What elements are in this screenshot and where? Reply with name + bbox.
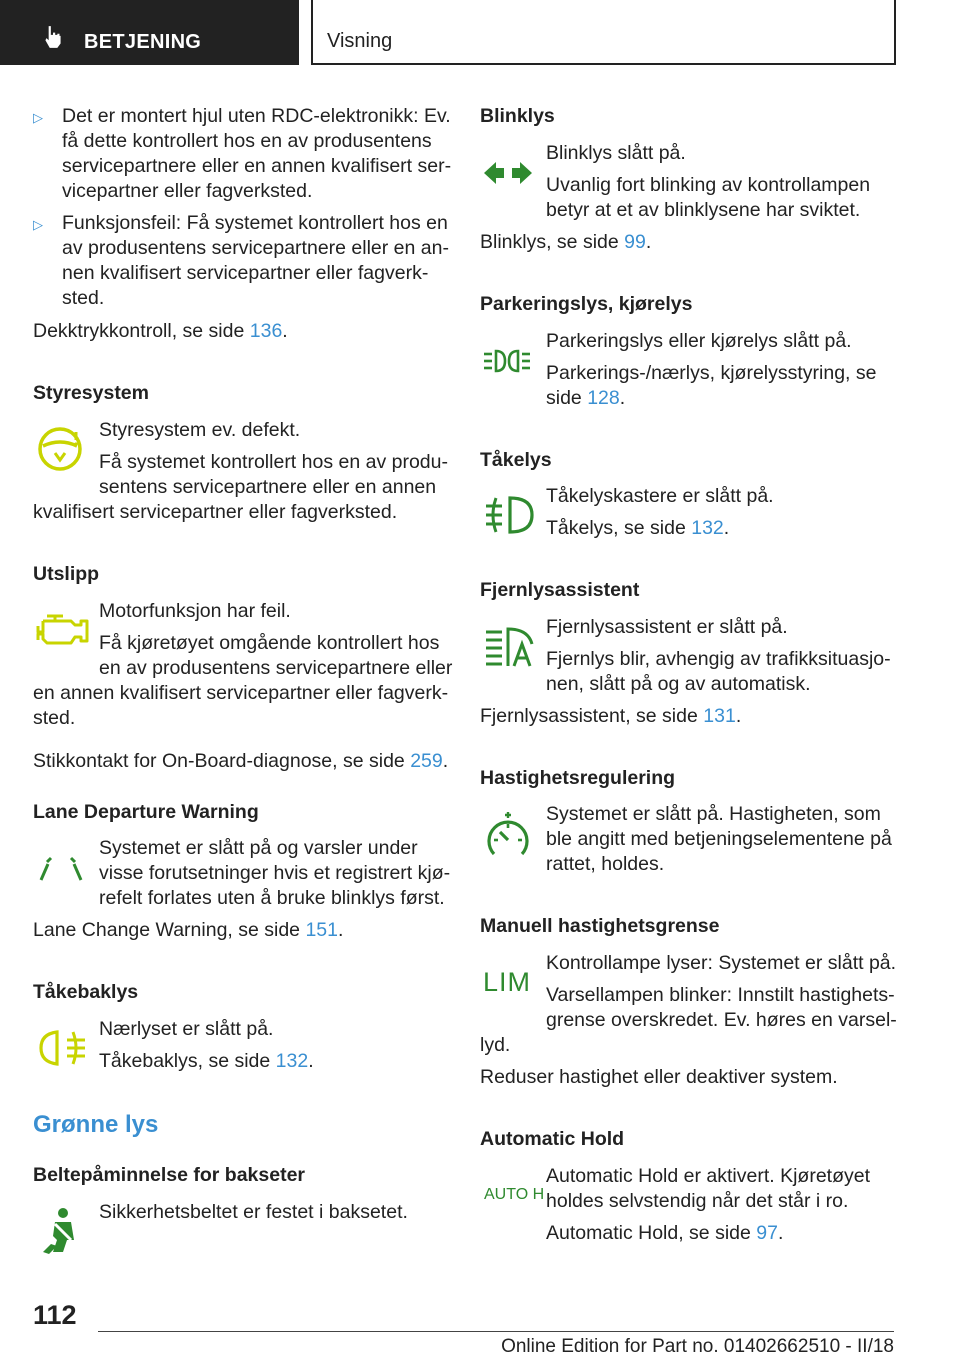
bullet-triangle-icon: ▷	[33, 110, 43, 125]
emission-line-5: sted.	[33, 707, 76, 729]
bullet-2-line-4: sted.	[62, 287, 105, 309]
section-title: BETJENING	[84, 31, 202, 53]
page-link[interactable]: 128	[587, 387, 620, 409]
steering-line-4: kvalifisert servicepartner eller fagverksted.	[33, 501, 398, 523]
page-link[interactable]: 97	[756, 1222, 778, 1244]
bullet-1-line-4: vicepartner eller fagverksted.	[62, 180, 313, 202]
subsection-tab	[311, 0, 896, 65]
hba-reference: Fjernlysassistent, se side 131.	[480, 705, 742, 727]
belt-text: Sikkerhetsbeltet er festet i baksetet.	[99, 1201, 408, 1223]
engine-warning-icon	[35, 612, 91, 648]
ldw-line-2: visse forutsetninger hvis et registrert kjø-	[99, 862, 451, 884]
bullet-2-line-3: nen kvalifisert servicepartner eller fagverk-	[62, 262, 429, 284]
emission-line-2: Få kjøretøyet omgående kontrollert hos	[99, 632, 440, 654]
section-tab	[0, 0, 299, 65]
page-link[interactable]: 132	[275, 1050, 309, 1072]
page-link[interactable]: 259	[410, 750, 443, 772]
steering-line-2: Få systemet kontrollert hos en av produ-	[99, 451, 448, 473]
hand-pointer-icon	[40, 24, 66, 50]
cruise-control-icon	[484, 810, 532, 862]
cruise-line-2: ble angitt med betjeningselementene på	[546, 828, 892, 850]
limit-heading: Manuell hastighetsgrense	[480, 915, 720, 937]
obd-reference: Stikkontakt for On-Board-diagnose, se side 259.	[33, 750, 449, 772]
hba-line-3: nen, slått på og av automatisk.	[546, 673, 811, 695]
rear-fog-line-2: Tåkebaklys, se side 132.	[99, 1050, 314, 1072]
limit-line-2: Varsellampen blinker: Innstilt hastighets-	[546, 984, 895, 1006]
parking-line-2: Parkerings-/nærlys, kjørelysstyring, se	[546, 362, 877, 384]
cruise-line-3: rattet, holdes.	[546, 853, 665, 875]
hba-line-1: Fjernlysassistent er slått på.	[546, 616, 788, 638]
ldw-line-3: refelt forlates uten å bruke blinklys først.	[99, 887, 445, 909]
page-link[interactable]: 136	[249, 320, 283, 342]
seatbelt-icon	[41, 1206, 81, 1256]
subsection-title: Visning	[327, 30, 393, 52]
cruise-heading: Hastighetsregulering	[480, 767, 676, 789]
limit-extra: Reduser hastighet eller deaktiver system.	[480, 1066, 838, 1088]
front-fog-line-1: Tåkelyskastere er slått på.	[546, 485, 774, 507]
tpms-reference: Dekktrykkontroll, se side 136.	[33, 320, 288, 342]
hba-heading: Fjernlysassistent	[480, 579, 640, 601]
ldw-line-1: Systemet er slått på og varsler under	[99, 837, 418, 859]
rear-fog-line-1: Nærlyset er slått på.	[99, 1018, 274, 1040]
parking-line-1: Parkeringslys eller kjørelys slått på.	[546, 330, 852, 352]
blink-line-1: Blinklys slått på.	[546, 142, 686, 164]
rear-fog-heading: Tåkebaklys	[33, 981, 139, 1003]
footer-divider	[98, 1331, 894, 1332]
blink-reference: Blinklys, se side 99.	[480, 231, 652, 253]
emission-line-4: en annen kvalifisert servicepartner eller fagverk-	[33, 682, 449, 704]
lcw-reference: Lane Change Warning, se side 151.	[33, 919, 344, 941]
footer-edition: Online Edition for Part no. 01402662510 - II/18	[501, 1336, 894, 1357]
bullet-1-line-3: servicepartnere eller en annen kvalifisert ser-	[62, 155, 452, 177]
hba-line-2: Fjernlys blir, avhengig av trafikksituasjo-	[546, 648, 891, 670]
auto-hold-icon: AUTO H	[484, 1186, 545, 1203]
parking-heading: Parkeringslys, kjørelys	[480, 293, 693, 315]
steering-line-3: sentens servicepartnere eller en annen	[99, 476, 437, 498]
parking-light-icon	[482, 348, 534, 374]
cruise-line-1: Systemet er slått på. Hastigheten, som	[546, 803, 881, 825]
limit-line-4: lyd.	[480, 1034, 511, 1056]
auto-hold-heading: Automatic Hold	[480, 1128, 625, 1150]
lane-departure-icon	[37, 856, 85, 884]
steering-warning-icon	[35, 426, 85, 472]
turn-signal-icon	[482, 158, 534, 188]
blink-line-2: Uvanlig fort blinking av kontrollampen	[546, 174, 871, 196]
emission-line-1: Motorfunksjon har feil.	[99, 600, 291, 622]
auto-hold-line-1: Automatic Hold er aktivert. Kjøretøyet	[546, 1165, 871, 1187]
limit-line-3: grense overskredet. Ev. høres en varsel-	[546, 1009, 897, 1031]
bullet-triangle-icon: ▷	[33, 217, 43, 232]
bullet-2-line-1: Funksjonsfeil: Få systemet kontrollert hos en	[62, 212, 448, 234]
limit-line-1: Kontrollampe lyser: Systemet er slått på.	[546, 952, 897, 974]
page-number: 112	[33, 1300, 77, 1330]
emission-line-3: en av produsentens servicepartnere eller	[99, 657, 453, 679]
steering-heading: Styresystem	[33, 382, 149, 404]
auto-hold-line-3: Automatic Hold, se side 97.	[546, 1222, 784, 1244]
front-fog-line-2: Tåkelys, se side 132.	[546, 517, 730, 539]
front-fog-light-icon	[484, 494, 536, 538]
belt-heading: Beltepåminnelse for bakseter	[33, 1164, 306, 1186]
steering-line-1: Styresystem ev. defekt.	[99, 419, 301, 441]
page-link[interactable]: 132	[691, 517, 724, 539]
emission-heading: Utslipp	[33, 563, 100, 585]
green-lights-heading: Grønne lys	[33, 1111, 159, 1138]
limit-icon: LIM	[483, 967, 532, 997]
front-fog-heading: Tåkelys	[480, 449, 552, 471]
ldw-heading: Lane Departure Warning	[33, 801, 259, 823]
bullet-1-line-2: få dette kontrollert hos en av produsentens	[62, 130, 432, 152]
high-beam-assistant-icon	[484, 626, 536, 668]
bullet-2-line-2: av produsentens servicepartnere eller en an-	[62, 237, 449, 259]
page-link[interactable]: 99	[624, 231, 646, 253]
auto-hold-line-2: holdes selvstendig når det står i ro.	[546, 1190, 849, 1212]
blink-line-3: betyr at et av blinklysene har sviktet.	[546, 199, 861, 221]
page-link[interactable]: 131	[703, 705, 736, 727]
rear-fog-light-icon	[37, 1028, 89, 1068]
blink-heading: Blinklys	[480, 105, 555, 127]
bullet-1-line-1: Det er montert hjul uten RDC-elektronikk: Ev.	[62, 105, 451, 127]
parking-line-3: side 128.	[546, 387, 626, 409]
page-link[interactable]: 151	[305, 919, 338, 941]
